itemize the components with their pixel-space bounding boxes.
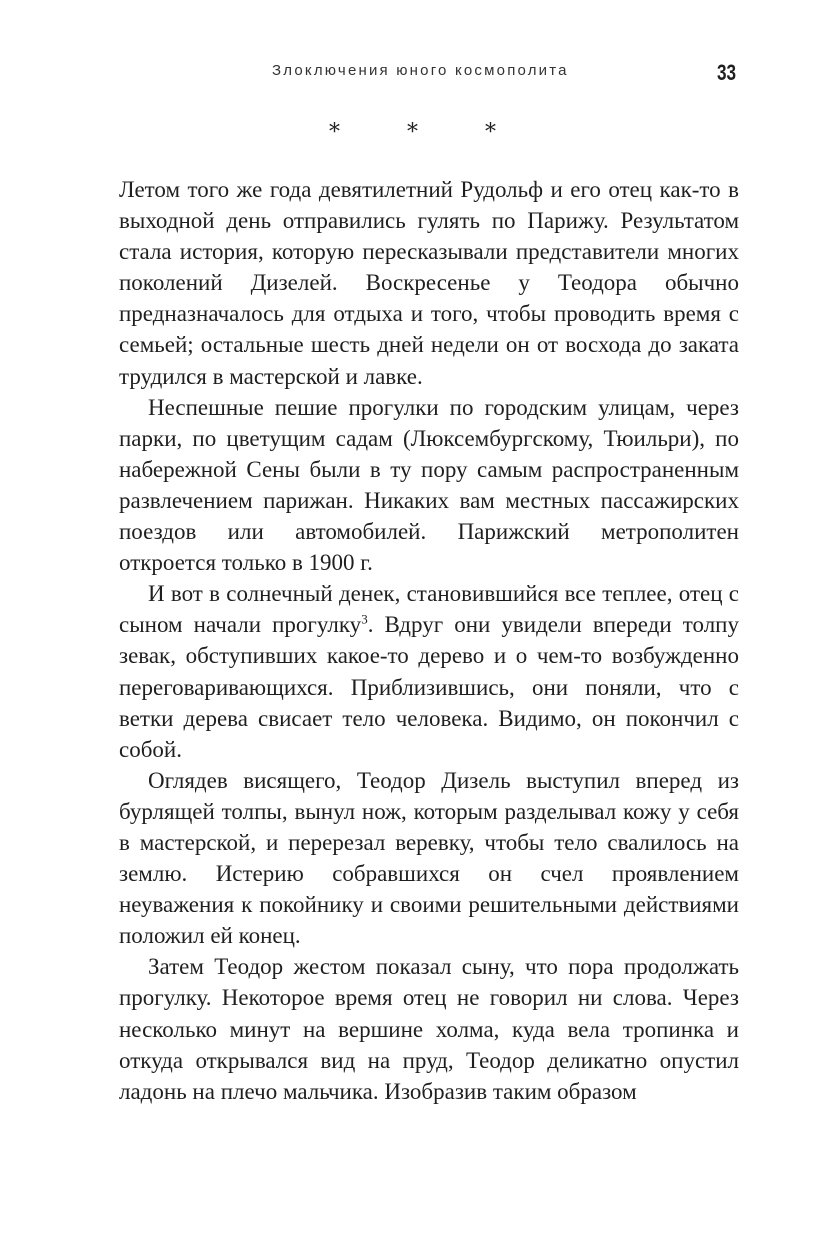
page-number: 33 <box>717 60 737 85</box>
paragraph-1: Летом того же года девятилетний Рудольф и его отец как-то в выходной день отправились гулять по Парижу. Результатом стала история, которую пересказывали представители многих поколений Дизелей. Воскресенье у Теодора обычно предназначалось для отдыха и того, чтобы проводить время с семьей; остальные шесть дней недели он от восхода до заката трудился в мастерской и лавке. <box>119 177 739 389</box>
paragraph-3 <box>119 578 739 765</box>
paragraph-4: Оглядев висящего, Теодор Дизель выступил вперед из бурлящей толпы, вынул нож, которым разделывал кожу у себя в мастерской, и перерезал веревку, чтобы тело свалилось на землю. Истерию собравшихся он счел проявлением неуважения к покойнику и своими решительными действиями положил ей конец. <box>119 767 739 949</box>
body-text <box>119 174 739 1107</box>
paragraph-3-text-after: . Вдруг они увидели впереди толпу зевак, обступивших какое-то дерево и о чем-то возбужденно переговаривающихся. Приблизившись, они поняли, что с ветки дерева свисает тело человека. Видимо, он покончил с собой. <box>119 612 739 762</box>
paragraph-2: Неспешные пешие прогулки по городским улицам, через парки, по цветущим садам (Люксембургскому, Тюильри), по набережной Сены были в ту пору самым распространенным развлечением парижан. Никаких вам местных пассажирских поездов или автомобилей. Парижский метрополитен откроется только в 1900 г. <box>119 394 739 576</box>
footnote-reference-3[interactable]: 3 <box>361 611 368 627</box>
paragraph-3-text-before: И вот в солнечный денек, становившийся все теплее, отец с сыном начали прогулку <box>119 581 739 638</box>
paragraph-5: Затем Теодор жестом показал сыну, что пора продолжать прогулку. Некоторое время отец не говорил ни слова. Через несколько минут на вершине холма, куда вела тропинка и откуда открывался вид на пруд, Теодор деликатно опустил ладонь на плечо мальчика. Изобразив таким образом <box>119 954 739 1104</box>
running-head-title: Злоключения юного космополита <box>272 62 569 79</box>
section-separator: * * * <box>329 120 526 145</box>
